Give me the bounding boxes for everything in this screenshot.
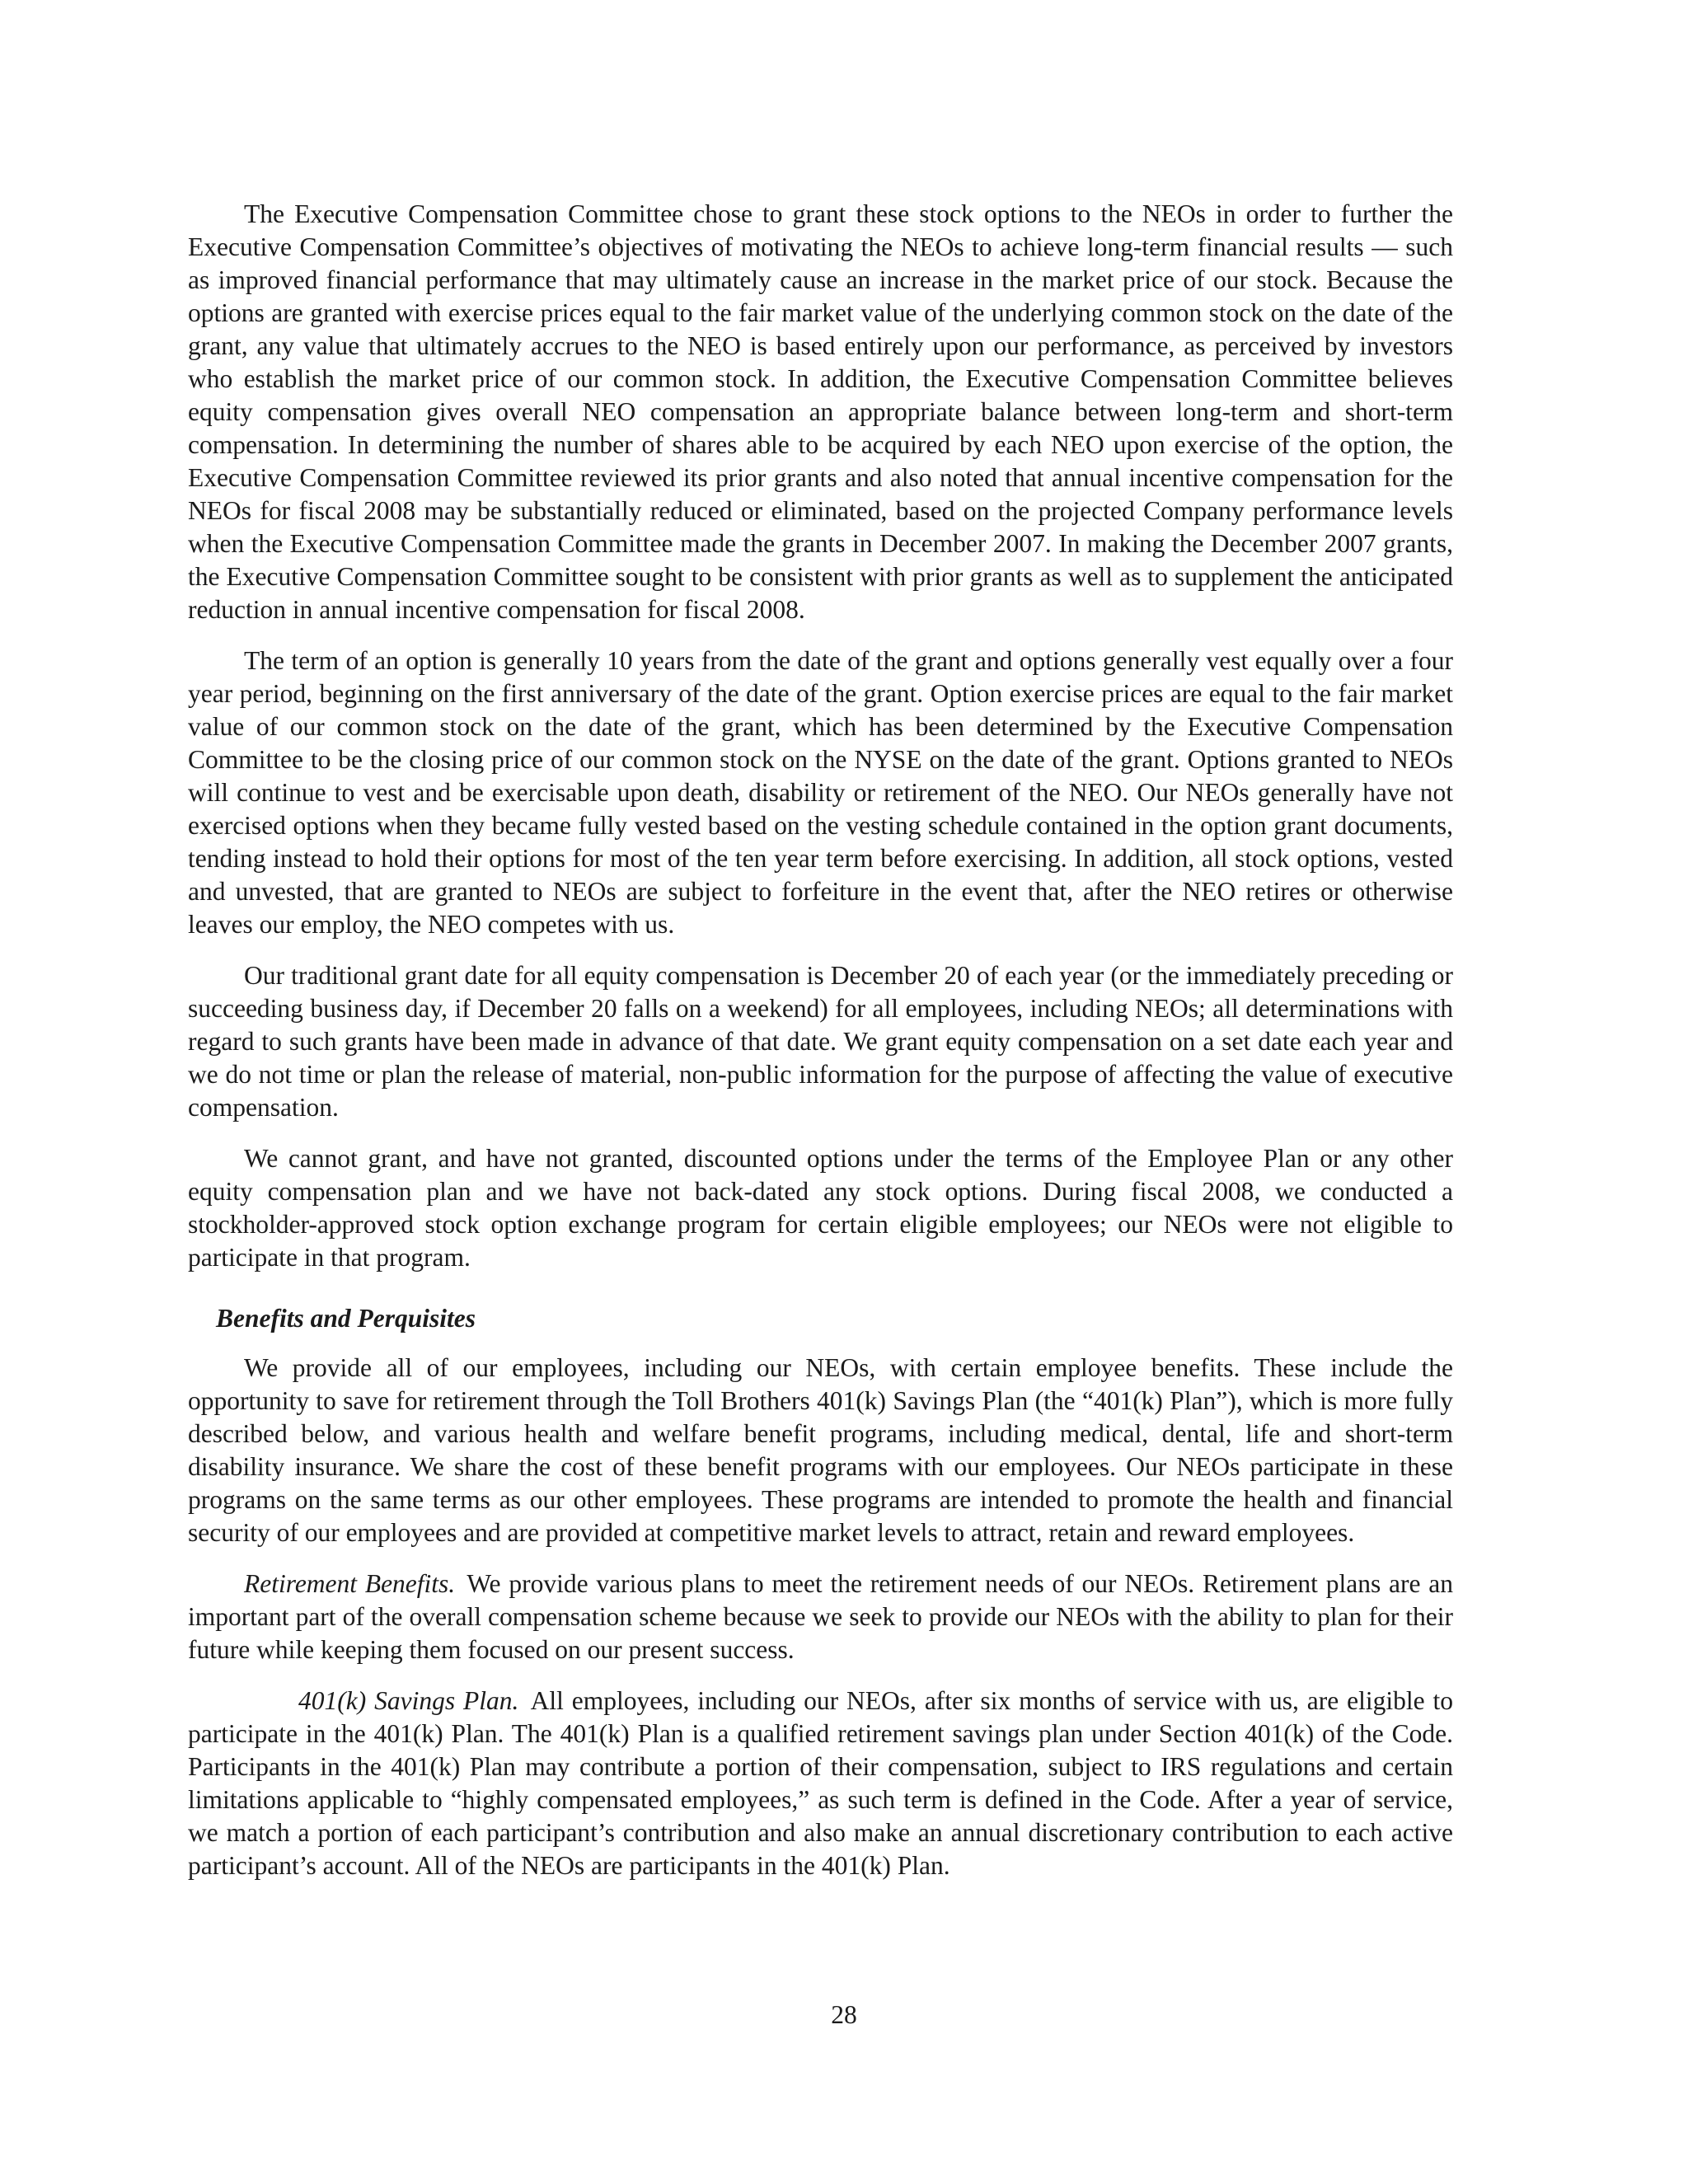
page-number: 28	[831, 2000, 857, 2029]
paragraph-stock-options-rationale: The Executive Compensation Committee chose to grant these stock options to the NEOs in order to further the Executive Compensation Committee’s objectives of motivating the NEOs to achieve long-term financial results — such as improved financial performance that may ultimately cause an increase in the market price of our stock. Because the options are granted with exercise prices equal to the fair market value of the underlying common stock on the date of the grant, any value that ultimately accrues to the NEO is based entirely upon our performance, as perceived by investors who establish the market price of our common stock. In addition, the Executive Compensation Committee believes equity compensation gives overall NEO compensation an appropriate balance between long-term and short-term compensation. In determining the number of shares able to be acquired by each NEO upon exercise of the option, the Executive Compensation Committee reviewed its prior grants and also noted that annual incentive compensation for the NEOs for fiscal 2008 may be substantially reduced or eliminated, based on the projected Company performance levels when the Executive Compensation Committee made the grants in December 2007. In making the December 2007 grants, the Executive Compensation Committee sought to be consistent with prior grants as well as to supplement the anticipated reduction in annual incentive compensation for fiscal 2008.	[188, 199, 1453, 624]
paragraph-401k-plan	[188, 1685, 1453, 1882]
savings-plan-text: All employees, including our NEOs, after six months of service with us, are eligible to participate in the 401(k) Plan. The 401(k) Plan is a qualified retirement savings plan under Section 401(k) of the Code. Participants in the 401(k) Plan may contribute a portion of their compensation, subject to IRS regulations and certain limitations applicable to “highly compensated employees,” as such term is defined in the Code. After a year of service, we match a portion of each participant’s contribution and also make an annual discretionary contribution to each active participant’s account. All of the NEOs are participants in the 401(k) Plan.	[188, 1686, 1453, 1880]
savings-plan-lead: 401(k) Savings Plan.	[298, 1686, 519, 1715]
paragraph-option-term: The term of an option is generally 10 years from the date of the grant and options generally vest equally over a four year period, beginning on the first anniversary of the date of the grant. Option exercise prices are equal to the fair market value of our common stock on the date of the grant, which has been determined by the Executive Compensation Committee to be the closing price of our common stock on the NYSE on the date of the grant. Options granted to NEOs will continue to vest and be exercisable upon death, disability or retirement of the NEO. Our NEOs generally have not exercised options when they became fully vested based on the vesting schedule contained in the option grant documents, tending instead to hold their options for most of the ten year term before exercising. In addition, all stock options, vested and unvested, that are granted to NEOs are subject to forfeiture in the event that, after the NEO retires or otherwise leaves our employ, the NEO competes with us.	[188, 646, 1453, 939]
paragraph-grant-date: Our traditional grant date for all equity compensation is December 20 of each year (or the immediately preceding or succeeding business day, if December 20 falls on a weekend) for all employees, including NEOs; all determinations with regard to such grants have been made in advance of that date. We grant equity compensation on a set date each year and we do not time or plan the release of material, non-public information for the purpose of affecting the value of executive compensation.	[188, 961, 1453, 1122]
paragraph-employee-benefits: We provide all of our employees, including our NEOs, with certain employee benefits. These include the opportunity to save for retirement through the Toll Brothers 401(k) Savings Plan (the “401(k) Plan”), which is more fully described below, and various health and welfare benefit programs, including medical, dental, life and short-term disability insurance. We share the cost of these benefit programs with our employees. Our NEOs participate in these programs on the same terms as our other employees. These programs are intended to promote the health and financial security of our employees and are provided at competitive market levels to attract, retain and reward employees.	[188, 1353, 1453, 1547]
retirement-benefits-text: We provide various plans to meet the retirement needs of our NEOs. Retirement plans are an important part of the overall compensation scheme because we seek to provide our NEOs with the ability to plan for their future while keeping them focused on our present success.	[188, 1569, 1453, 1664]
paragraph-no-discounted-options: We cannot grant, and have not granted, discounted options under the terms of the Employee Plan or any other equity compensation plan and we have not back-dated any stock options. During fiscal 2008, we conducted a stockholder-approved stock option exchange program for certain eligible employees; our NEOs were not eligible to participate in that program.	[188, 1144, 1453, 1272]
section-heading-benefits: Benefits and Perquisites	[216, 1304, 476, 1333]
document-body	[188, 198, 1453, 1900]
paragraph-retirement-benefits	[188, 1568, 1453, 1666]
retirement-benefits-lead: Retirement Benefits.	[244, 1569, 456, 1598]
